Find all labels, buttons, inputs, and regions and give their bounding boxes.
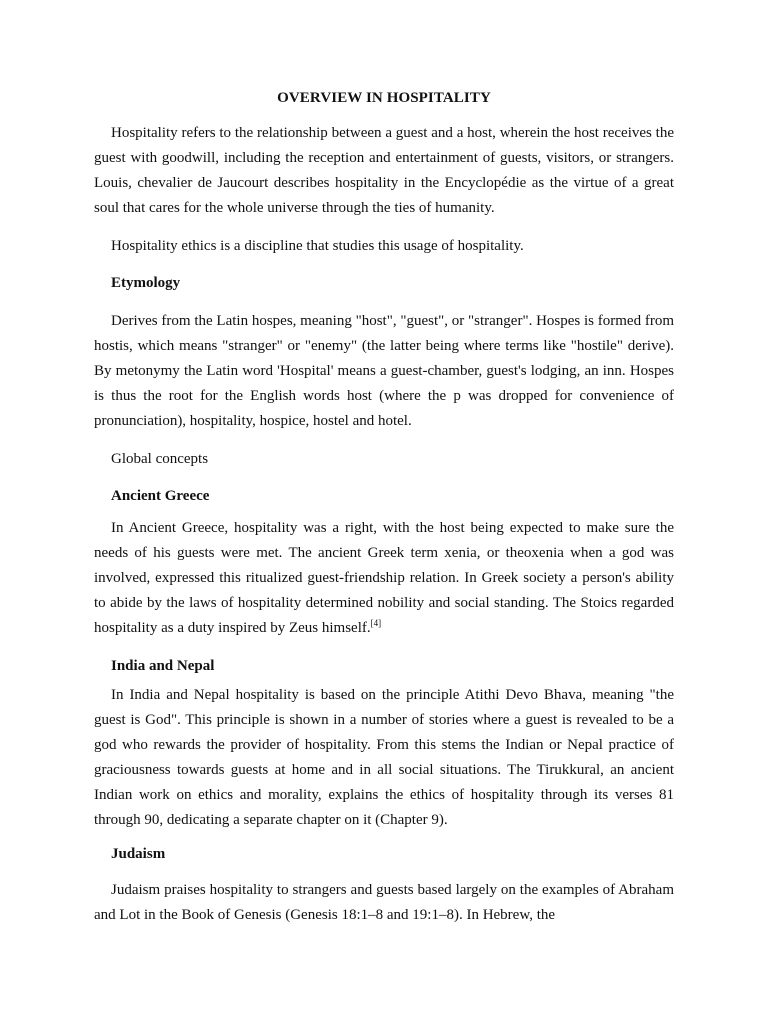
intro-paragraph: Hospitality refers to the relationship between a guest and a host, wherein the host receives the guest with goodwill, including the reception and entertainment of guests, visitors, or strangers. Louis, chevalier de Jaucourt describes hospitality in the Encyclopédie as the virtue of a great soul that cares for the whole universe through the ties of humanity. (94, 125, 674, 216)
ancient-greece-paragraph (94, 516, 674, 641)
etymology-heading: Etymology (111, 275, 181, 291)
ancient-greece-text: In Ancient Greece, hospitality was a right, with the host being expected to make sure the needs of his guests were met. The ancient Greek term xenia, or theoxenia when a god was involved, expressed this ritualized guest-friendship relation. In Greek society a person's ability to abide by the laws of hospitality determined nobility and social standing. The Stoics regarded hospitality as a duty inspired by Zeus himself. (94, 520, 674, 636)
india-nepal-heading: India and Nepal (111, 658, 215, 674)
judaism-paragraph: Judaism praises hospitality to strangers and guests based largely on the examples of Abraham and Lot in the Book of Genesis (Genesis 18:1–8 and 19:1–8). In Hebrew, the (94, 882, 674, 923)
ancient-greece-heading: Ancient Greece (111, 488, 210, 504)
document-title: OVERVIEW IN HOSPITALITY (277, 90, 491, 106)
etymology-paragraph: Derives from the Latin hospes, meaning "host", "guest", or "stranger". Hospes is formed from hostis, which means "stranger" or "enemy" (the latter being where terms like "hostile" derive). By metonymy the Latin word 'Hospital' means a guest-chamber, guest's lodging, an inn. Hospes is thus the root for the English words host (where the p was dropped for convenience of pronunciation), hospitality, hospice, hostel and hotel. (94, 313, 674, 429)
judaism-heading: Judaism (111, 846, 166, 862)
global-concepts-label: Global concepts (111, 451, 209, 467)
india-nepal-paragraph: In India and Nepal hospitality is based on the principle Atithi Devo Bhava, meaning "the guest is God". This principle is shown in a number of stories where a guest is revealed to be a god who rewards the provider of hospitality. From this stems the Indian or Nepal practice of graciousness towards guests at home and in all social situations. The Tirukkural, an ancient Indian work on ethics and morality, explains the ethics of hospitality through its verses 81 through 90, dedicating a separate chapter on it (Chapter 9). (94, 687, 674, 828)
ethics-paragraph: Hospitality ethics is a discipline that studies this usage of hospitality. (111, 238, 524, 254)
citation-marker: [4] (370, 618, 382, 628)
